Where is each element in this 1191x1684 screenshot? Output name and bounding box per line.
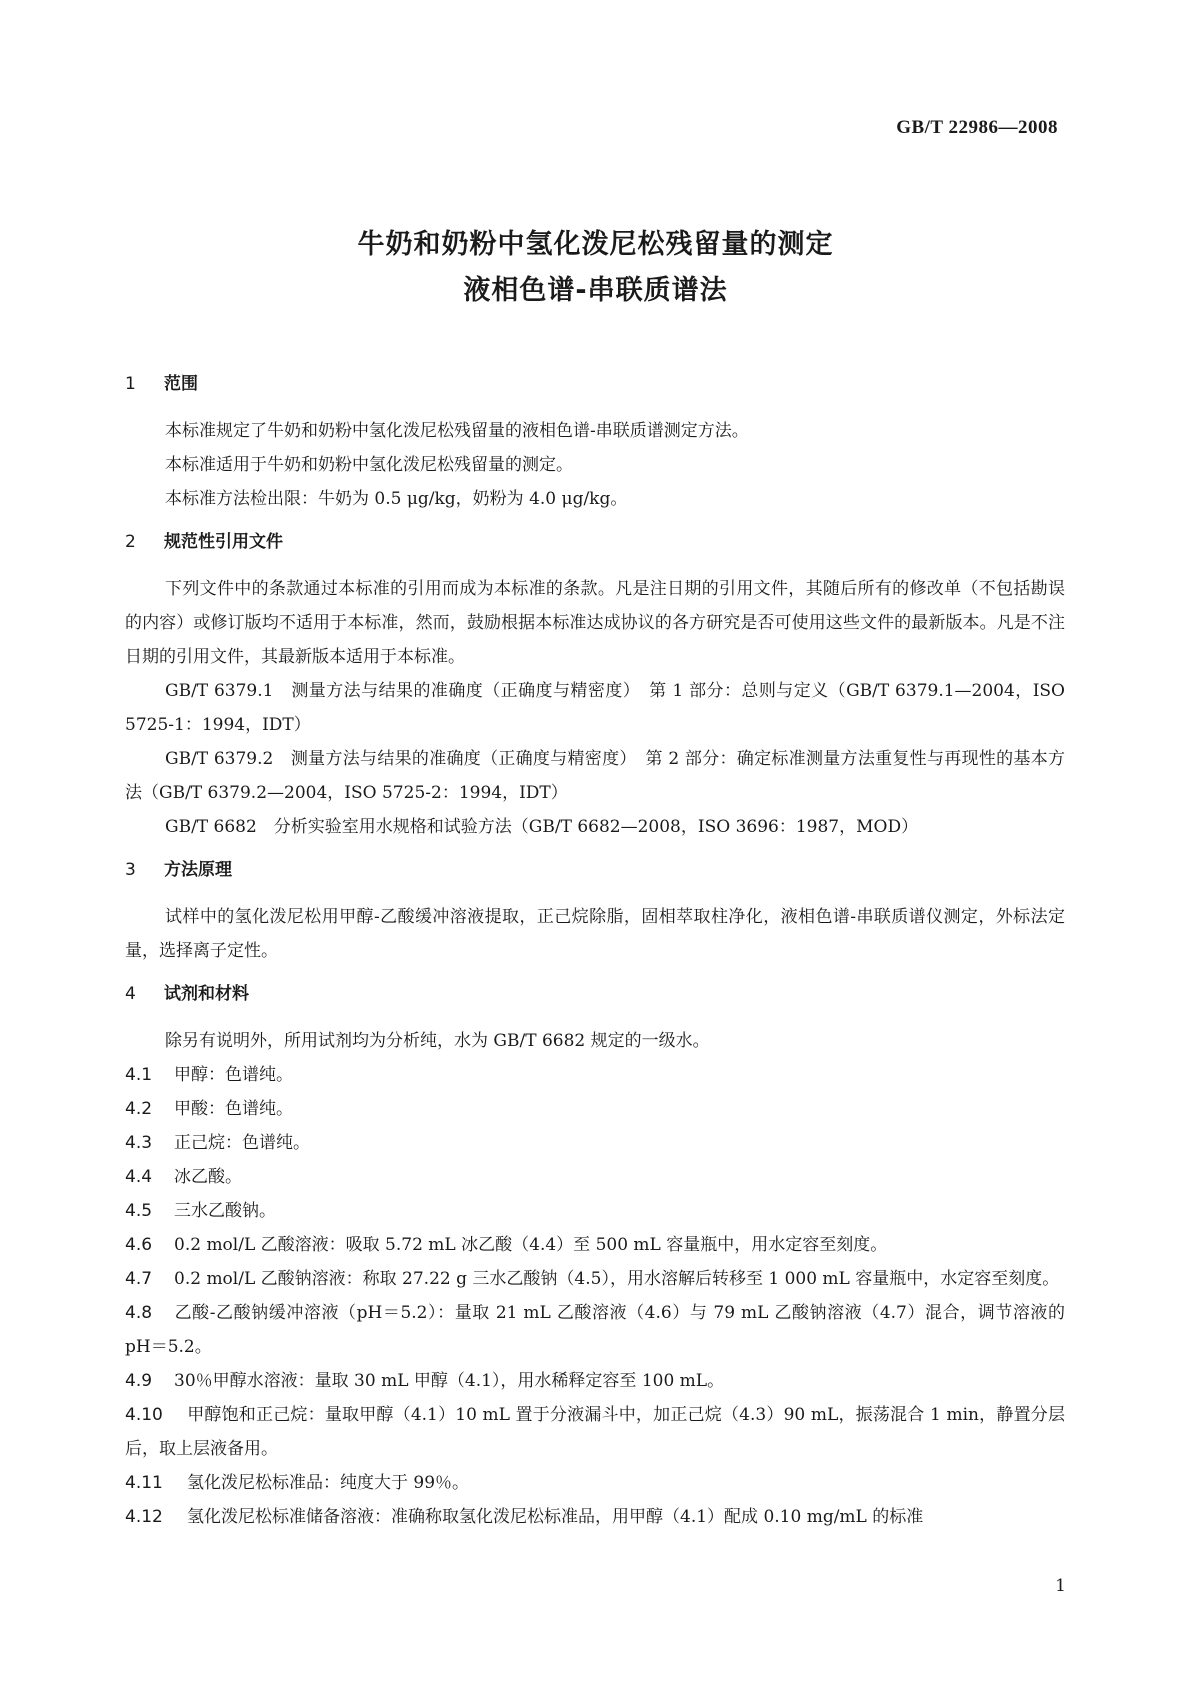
section-number: 4 [125, 984, 136, 1004]
section-4-heading [125, 982, 1065, 1006]
title-line-1: 牛奶和奶粉中氢化泼尼松残留量的测定 [357, 229, 834, 260]
item-text: 氢化泼尼松标准储备溶液：准确称取氢化泼尼松标准品，用甲醇（4.1）配成 0.10 mg/mL 的标准 [187, 1507, 924, 1527]
page-number: 1 [1055, 1576, 1066, 1596]
list-item [125, 1092, 1065, 1126]
item-number: 4.3 [125, 1133, 153, 1153]
section-title: 规范性引用文件 [164, 532, 283, 552]
item-text: 三水乙酸钠。 [174, 1201, 276, 1221]
section-title: 范围 [164, 374, 198, 394]
document-title [0, 222, 1191, 314]
section-title: 方法原理 [164, 860, 232, 880]
item-number: 4.8 [125, 1303, 153, 1323]
list-item [125, 1500, 1065, 1534]
item-number: 4.2 [125, 1099, 153, 1119]
item-number: 4.7 [125, 1269, 153, 1289]
paragraph: 本标准方法检出限：牛奶为 0.5 μg/kg，奶粉为 4.0 μg/kg。 [165, 489, 628, 509]
section-number: 1 [125, 374, 136, 394]
paragraph: 试样中的氢化泼尼松用甲醇-乙酸缓冲溶液提取，正己烷除脂，固相萃取柱净化，液相色谱-串联质谱仪测定，外标法定量，选择离子定性。 [125, 907, 1065, 961]
section-2-heading [125, 530, 1065, 554]
item-number: 4.10 [125, 1405, 163, 1425]
item-number: 4.9 [125, 1371, 153, 1391]
paragraph: 除另有说明外，所用试剂均为分析纯，水为 GB/T 6682 规定的一级水。 [165, 1031, 710, 1051]
item-number: 4.12 [125, 1507, 163, 1527]
list-item [125, 1398, 1065, 1466]
item-text: 冰乙酸。 [174, 1167, 242, 1187]
item-number: 4.6 [125, 1235, 153, 1255]
item-text: 0.2 mol/L 乙酸钠溶液：称取 27.22 g 三水乙酸钠（4.5），用水溶解后转移至 1 000 mL 容量瓶中，水定容至刻度。 [174, 1269, 1060, 1289]
section-title: 试剂和材料 [164, 984, 249, 1004]
list-item [125, 1194, 1065, 1228]
list-item [125, 1160, 1065, 1194]
standard-number: GB/T 22986—2008 [896, 117, 1058, 138]
section-3-heading [125, 858, 1065, 882]
paragraph: 本标准规定了牛奶和奶粉中氢化泼尼松残留量的液相色谱-串联质谱测定方法。 [165, 421, 749, 441]
reference-item: GB/T 6682 分析实验室用水规格和试验方法（GB/T 6682—2008，ISO 3696：1987，MOD） [165, 817, 919, 837]
list-item [125, 1058, 1065, 1092]
section-number: 2 [125, 532, 136, 552]
item-number: 4.5 [125, 1201, 153, 1221]
list-item [125, 1228, 1065, 1262]
section-1-body [125, 414, 1065, 516]
paragraph: 下列文件中的条款通过本标准的引用而成为本标准的条款。凡是注日期的引用文件，其随后所有的修改单（不包括勘误的内容）或修订版均不适用于本标准，然而，鼓励根据本标准达成协议的各方研究是否可使用这些文件的最新版本。凡是不注日期的引用文件，其最新版本适用于本标准。 [125, 579, 1065, 667]
item-number: 4.11 [125, 1473, 163, 1493]
item-text: 甲醇：色谱纯。 [174, 1065, 293, 1085]
item-text: 乙酸-乙酸钠缓冲溶液（pH＝5.2）：量取 21 mL 乙酸溶液（4.6）与 79 mL 乙酸钠溶液（4.7）混合，调节溶液的 pH＝5.2。 [125, 1303, 1065, 1357]
section-number: 3 [125, 860, 136, 880]
document-body [125, 372, 1065, 1534]
item-text: 30％甲醇水溶液：量取 30 mL 甲醇（4.1），用水稀释定容至 100 mL。 [174, 1371, 725, 1391]
list-item [125, 1364, 1065, 1398]
item-text: 氢化泼尼松标准品：纯度大于 99％。 [187, 1473, 470, 1493]
paragraph: 本标准适用于牛奶和奶粉中氢化泼尼松残留量的测定。 [165, 455, 573, 475]
reference-item: GB/T 6379.1 测量方法与结果的准确度（正确度与精密度） 第 1 部分：总则与定义（GB/T 6379.1—2004，ISO 5725-1：1994，IDT） [125, 681, 1065, 735]
item-text: 0.2 mol/L 乙酸溶液：吸取 5.72 mL 冰乙酸（4.4）至 500 mL 容量瓶中，用水定容至刻度。 [174, 1235, 888, 1255]
item-text: 甲醇饱和正己烷：量取甲醇（4.1）10 mL 置于分液漏斗中，加正己烷（4.3）90 mL，振荡混合 1 min，静置分层后，取上层液备用。 [125, 1405, 1065, 1459]
list-item [125, 1262, 1065, 1296]
section-3-body [125, 900, 1065, 968]
item-number: 4.4 [125, 1167, 153, 1187]
list-item [125, 1296, 1065, 1364]
item-text: 正己烷：色谱纯。 [174, 1133, 310, 1153]
list-item [125, 1466, 1065, 1500]
reference-item: GB/T 6379.2 测量方法与结果的准确度（正确度与精密度） 第 2 部分：确定标准测量方法重复性与再现性的基本方法（GB/T 6379.2—2004，ISO 5725-2：1994，IDT） [125, 749, 1065, 803]
item-text: 甲酸：色谱纯。 [174, 1099, 293, 1119]
title-line-2: 液相色谱-串联质谱法 [463, 275, 728, 306]
section-1-heading [125, 372, 1065, 396]
item-number: 4.1 [125, 1065, 153, 1085]
section-4-body [125, 1024, 1065, 1534]
section-2-body [125, 572, 1065, 844]
list-item [125, 1126, 1065, 1160]
